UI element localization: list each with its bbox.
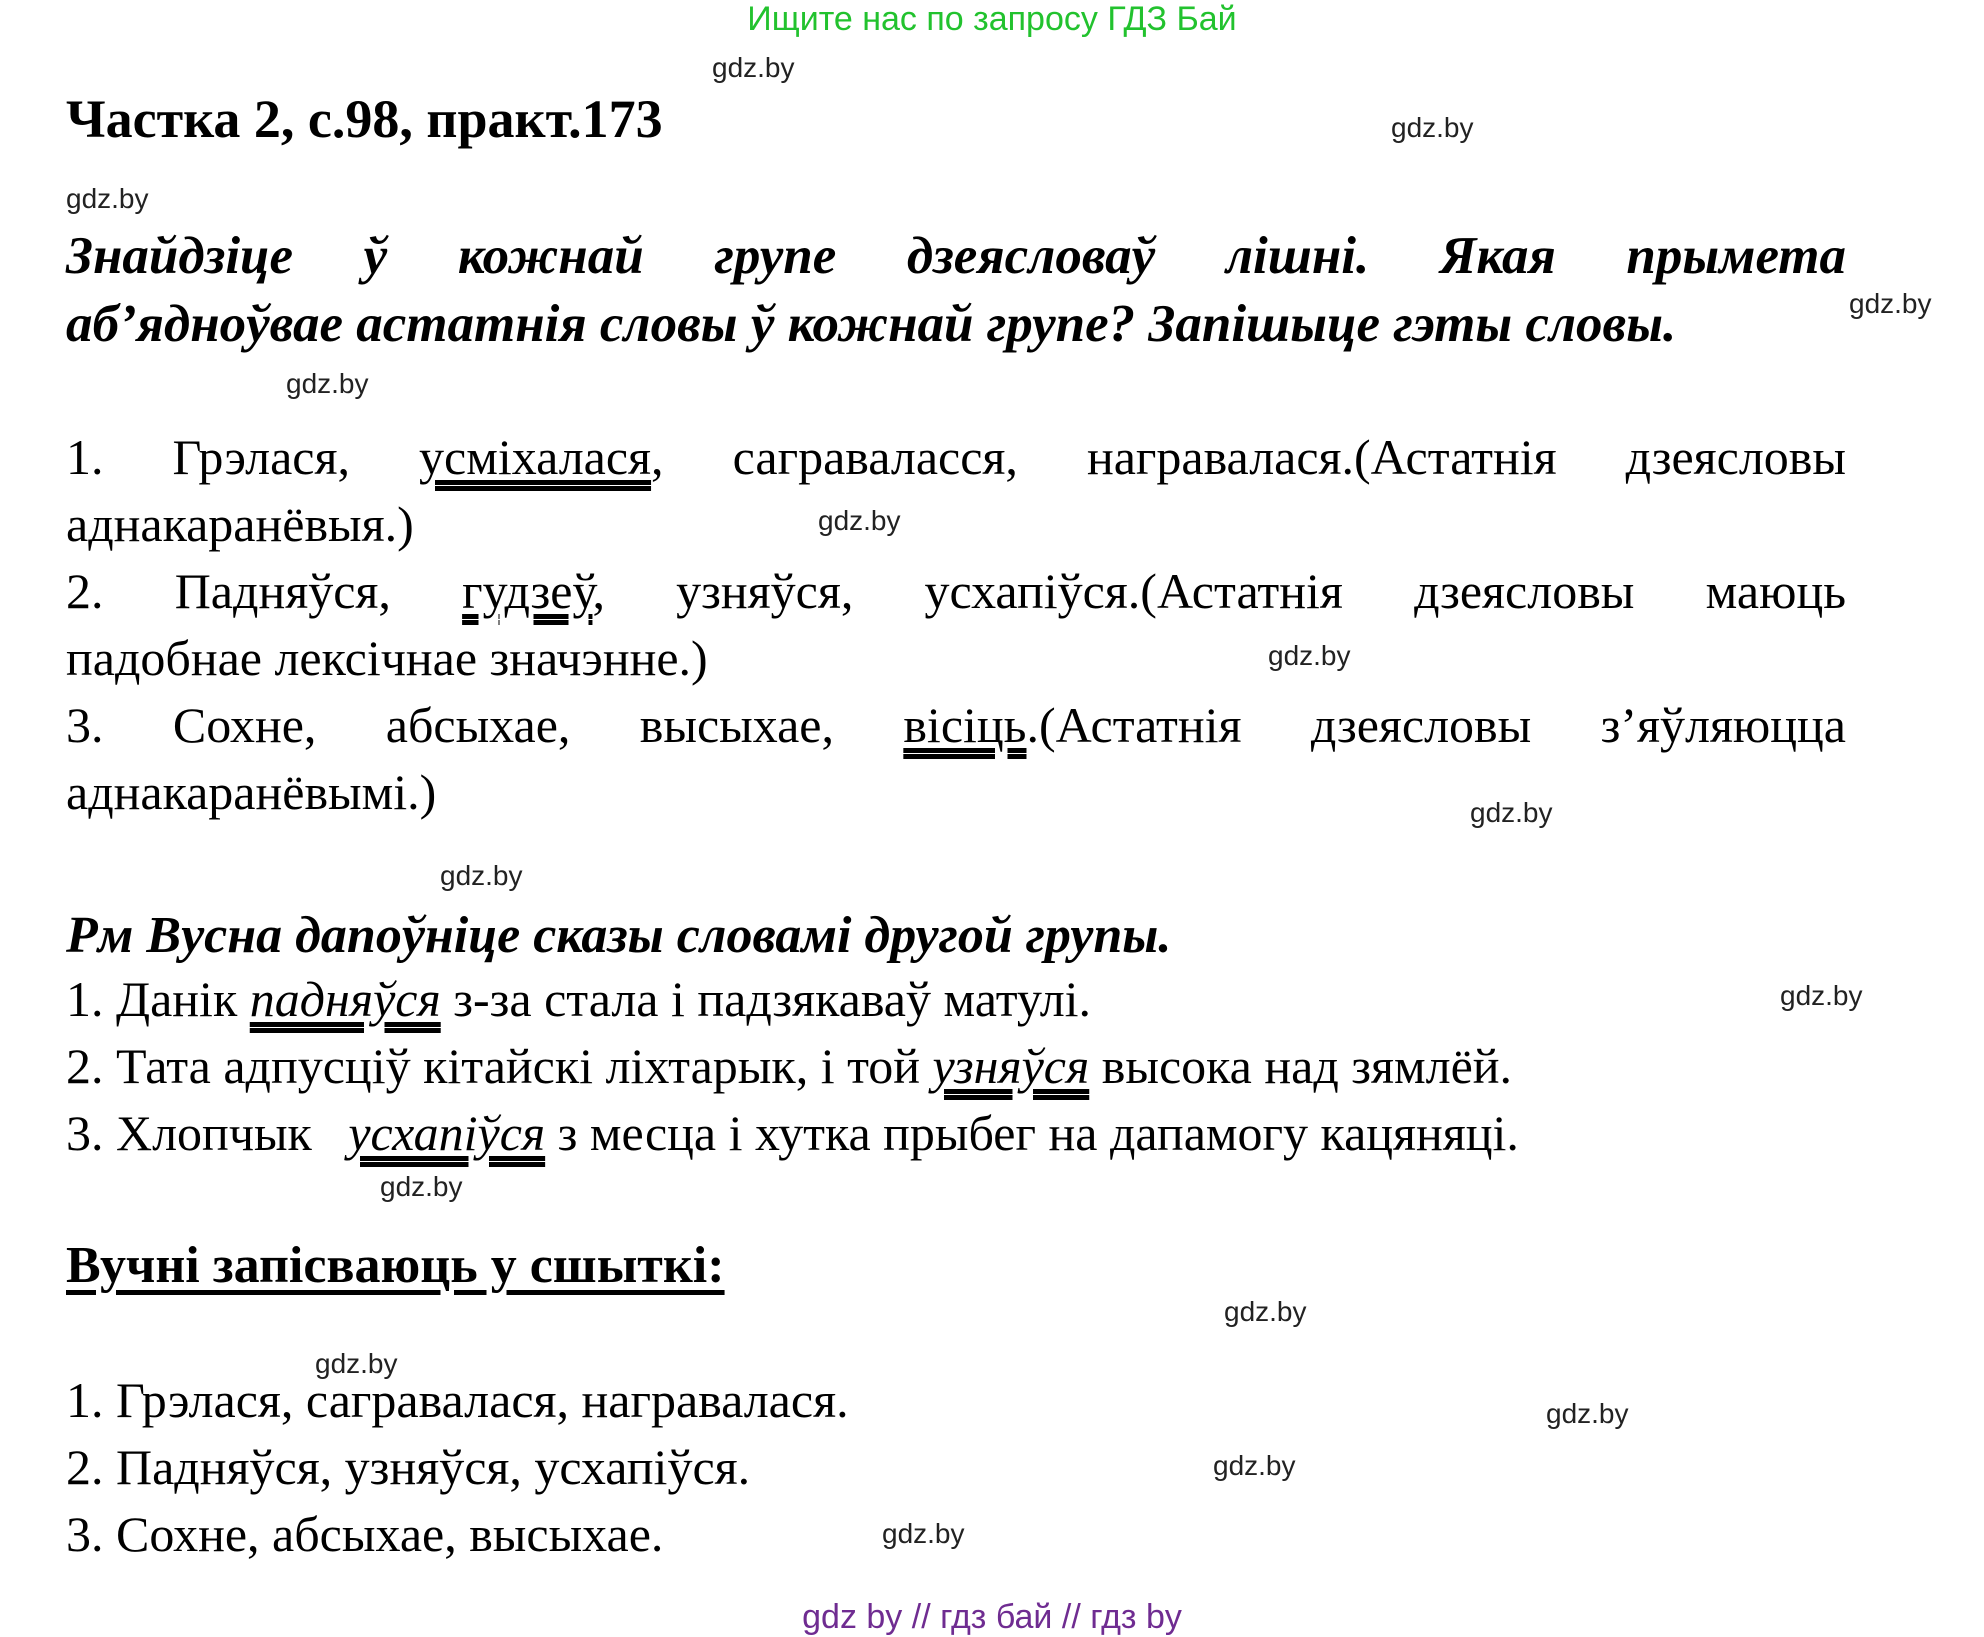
watermark: gdz.by [1849, 288, 1932, 319]
sentence-3 [66, 1100, 1519, 1167]
notebook-line-2: 2. Падняўся, узняўся, усхапіўся. [66, 1439, 751, 1495]
watermark: gdz.by [1546, 1398, 1629, 1429]
watermark: gdz.by [66, 183, 149, 214]
watermark: gdz.by [1391, 112, 1474, 143]
notebook-lines [66, 1367, 849, 1568]
answers-list [66, 424, 1846, 826]
sentence-2-before: 2. Тата адпусціў кітайскі ліхтарык, і той [66, 1038, 933, 1094]
watermark: gdz.by [1780, 980, 1863, 1011]
answer-2-odd-word: гудзеў [462, 563, 593, 619]
notebook-line-1: 1. Грэлася, сагравалася, награвалася. [66, 1372, 849, 1428]
task-line-2: аб’ядноўвае астатнія словы ў кожнай групе? Запішыце гэты словы. [66, 295, 1677, 353]
sentence-3-before: 3. Хлопчык [66, 1105, 325, 1161]
watermark: gdz.by [286, 368, 369, 399]
answer-1-line-1 [66, 424, 1846, 491]
answer-3-line-1 [66, 692, 1846, 759]
answer-1-odd-word: усміхалася [419, 429, 652, 485]
sentence-2-after: высока над зямлёй. [1089, 1038, 1513, 1094]
answer-2-line-2: падобнае лексічнае значэнне.) [66, 630, 708, 686]
sentence-2-verb: узняўся [932, 1038, 1090, 1094]
page-title: Частка 2, с.98, практ.173 [66, 89, 663, 149]
watermark: gdz.by [380, 1171, 463, 1202]
notebook-line-3: 3. Сохне, абсыхае, высыхае. [66, 1506, 664, 1562]
answer-1-rest: , саграваласся, награвалася.(Астатнія дзеясловы [651, 429, 1846, 485]
answer-1-prefix: 1. Грэлася, [66, 429, 420, 485]
watermark: gdz.by [882, 1518, 965, 1549]
task-line-1: Знайдзіце ў кожнай групе дзеясловаў лішні. Якая прымета [66, 227, 1846, 285]
answer-2-prefix: 2. Падняўся, [66, 563, 463, 619]
answer-3-odd-word: вісіць [903, 697, 1027, 753]
sentence-1 [66, 966, 1519, 1033]
watermark: gdz.by [440, 860, 523, 891]
watermark: gdz.by [712, 52, 795, 83]
notebook-title: Вучні запісваюць у сшыткі: [66, 1237, 725, 1294]
sentence-1-verb: падняўся [249, 971, 441, 1027]
sentence-1-after: з-за стала і падзякаваў матулі. [440, 971, 1092, 1027]
answer-2-rest: , узняўся, усхапіўся.(Астатнія дзеясловы маюць [592, 563, 1847, 619]
oral-sentences [66, 966, 1519, 1167]
watermark: gdz.by [818, 505, 901, 536]
task-instructions [66, 222, 1846, 358]
watermark: gdz.by [1213, 1450, 1296, 1481]
watermark: gdz.by [1224, 1296, 1307, 1327]
answer-3-line-2: аднакаранёвымі.) [66, 764, 437, 820]
sentence-3-after: з месца і хутка прыбег на дапамогу кацяняці. [545, 1105, 1519, 1161]
oral-task-title: Рм Вусна дапоўніце сказы словамі другой групы. [66, 907, 1172, 964]
top-banner[interactable]: Ищите нас по запросу ГДЗ Бай [747, 0, 1237, 38]
sentence-2 [66, 1033, 1519, 1100]
bottom-banner[interactable]: gdz by // гдз бай // гдз by [802, 1598, 1182, 1636]
answer-3-rest: .(Астатнія дзеясловы з’яўляюцца [1026, 697, 1846, 753]
answer-1-line-2: аднакаранёвыя.) [66, 496, 414, 552]
watermark: gdz.by [1268, 640, 1351, 671]
sentence-1-before: 1. Данік [66, 971, 250, 1027]
watermark: gdz.by [1470, 797, 1553, 828]
watermark: gdz.by [315, 1348, 398, 1379]
answer-3-prefix: 3. Сохне, абсыхае, высыхае, [66, 697, 904, 753]
answer-2-line-1 [66, 558, 1846, 625]
sentence-3-verb: усхапіўся [348, 1105, 546, 1161]
